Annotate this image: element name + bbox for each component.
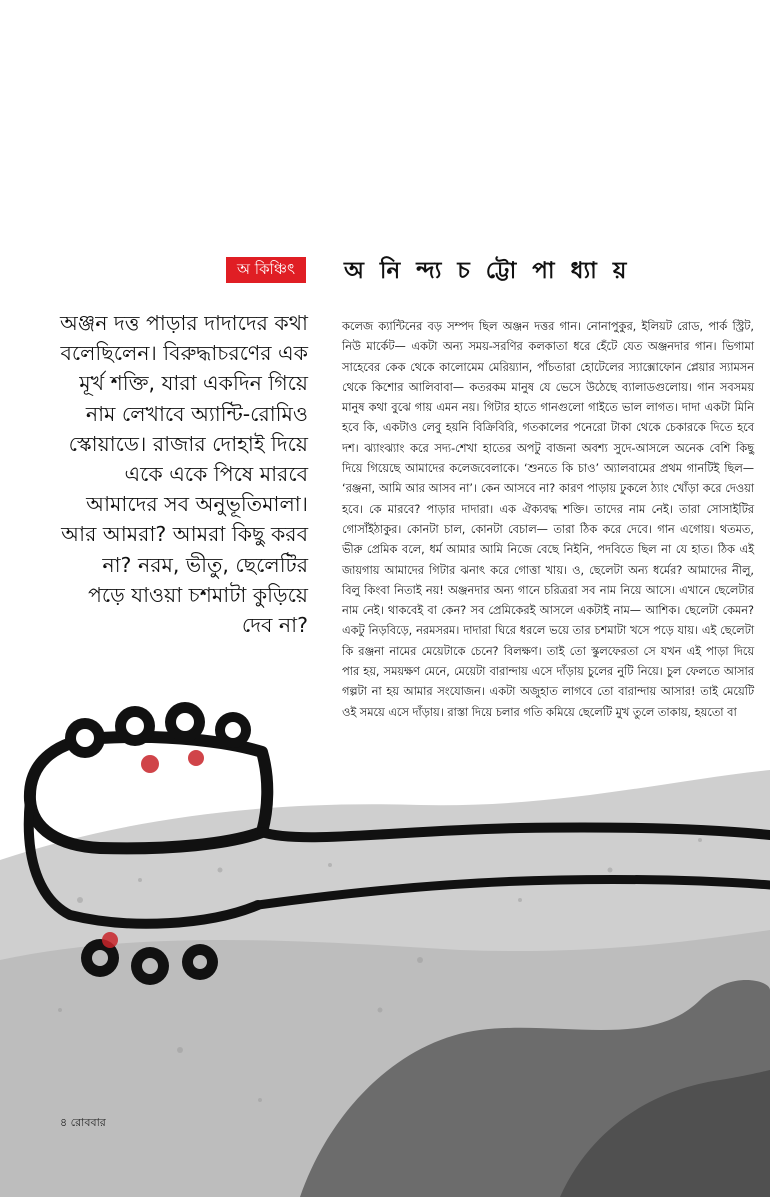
section-tag: অ কিঞ্চিৎ bbox=[226, 257, 306, 283]
tuning-pegs-top bbox=[65, 702, 251, 758]
article-body: কলেজ ক্যান্টিনের বড় সম্পদ ছিল অঞ্জন দত্তর গান। নোনাপুকুর, ইলিয়ট রোড, পার্ক স্ট্রিট, নিউ মার্কেট— একটা অন্য সময়-সরণির কলকাতা ধরে হেঁটে যেত অঞ্জনদার গান। ভিগামা সাহেবের কেক থেকে কালোমেম মেরিয়্যান, পাঁচতারা হোটেলের স্যাক্সোফোন প্লেয়ার স্যামসন থেকে কিশোর আলিবাবা— কতরকম মানুষ যে ভেসে উঠেছে ব্যালাডগুলোয়। গান সবসময় মানুষ কথা বুঝে গায় এমন নয়। গিটার হাতে গানগুলো গাইতে ভাল লাগত। দাদা একটা মিনি হবে কি, একটাও লেবু হয়নি বিক্রিবিরি, গতকালের পনেরো টাকা থেকে চেকারকে দিতে হবে দশ। ঝ্যাংঝ্যাং করে সদ্য-শেখা হাতের অপটু বাজনা অবশ্য সুদে-আসলে অনেক বেশি কিছু দিয়ে গিয়েছে আমাদের কলেজবেলাকে। ‘শুনতে কি চাও’ অ্যালবামের প্রথম গানটিই ছিল— ‘রঞ্জনা, আমি আর আসব না’। কেন আসবে না? কারণ পাড়ায় ঢুকলে ঠ্যাং খোঁড়া করে দেওয়া হবে। কে মারবে? পাড়ার দাদারা। এক ঐক্যবদ্ধ শক্তি। তাদের নাম নেই। তারা সোসাইটির গোসাঁইঠাকুর। কোনটা চাল, কোনটা বেচাল— তারা ঠিক করে দেবে। গান এগোয়। থতমত, ভীরু প্রেমিক বলে, ধর্ম আমার আমি নিজে বেছে নিইনি, পদবিতে ছিল না যে হাত। ঠিক এই জায়গায় আমাদের গিটার ঝনাৎ করে গোত্তা খায়। ও, ছেলেটা অন্য ধর্মের? আমাদের নীলু, বিলু কিংবা নিতাই নয়! অঞ্জনদার অন্য গানে চরিত্ররা সব নাম নিয়ে আসে। এখানে ছেলেটার নাম নেই। থাকবেই বা কেন? সব প্রেমিকেরই আসলে একটাই নাম— আশিক। ছেলেটা কেমন? একটু নিড়বিড়ে, নরমসরম। দাদারা ঘিরে ধরলে ভয়ে তার চশমাটা খসে পড়ে যায়। এই ছেলেটা কি রঞ্জনা নামের মেয়েটাকে চেনে? বিলক্ষণ। তাই তো স্কুলফেরতা সে যখন এই পাড়া দিয়ে পার হয়, সময়ক্ষণ মেনে, মেয়েটা বারান্দায় এসে দাঁড়ায় চুলের নুটি নিয়ে। চুল ফেলতে আসার গল্পটা না হয় আমার সংযোজন। একটা অজুহাত লাগবে তো বারান্দায় আসার! তাই মেয়েটি ওই সময়ে এসে দাঁড়ায়। রাস্তা দিয়ে চলার গতি কমিয়ে ছেলেটি মুখ তুলে তাকায়, হয়তো বা bbox=[342, 320, 754, 719]
author-name: অ নি ন্দ্য চ ট্টো পা ধ্যা য় bbox=[344, 258, 631, 284]
page-folio: ৪ রোববার bbox=[60, 1116, 106, 1129]
pull-quote: অঞ্জন দত্ত পাড়ার দাদাদের কথা বলেছিলেন। বিরুদ্ধাচরণের এক মূর্খ শক্তি, যারা একদিন গিয়ে নাম লেখাবে অ্যান্টি-রোমিও স্কোয়াডে। রাজার দোহাই দিয়ে একে একে পিষে মারবে আমাদের সব অনুভূতিমালা। আর আমরা? আমরা কিছু করব না? নরম, ভীতু, ছেলেটির পড়ে যাওয়া চশমাটা কুড়িয়ে দেব না? bbox=[60, 311, 308, 638]
